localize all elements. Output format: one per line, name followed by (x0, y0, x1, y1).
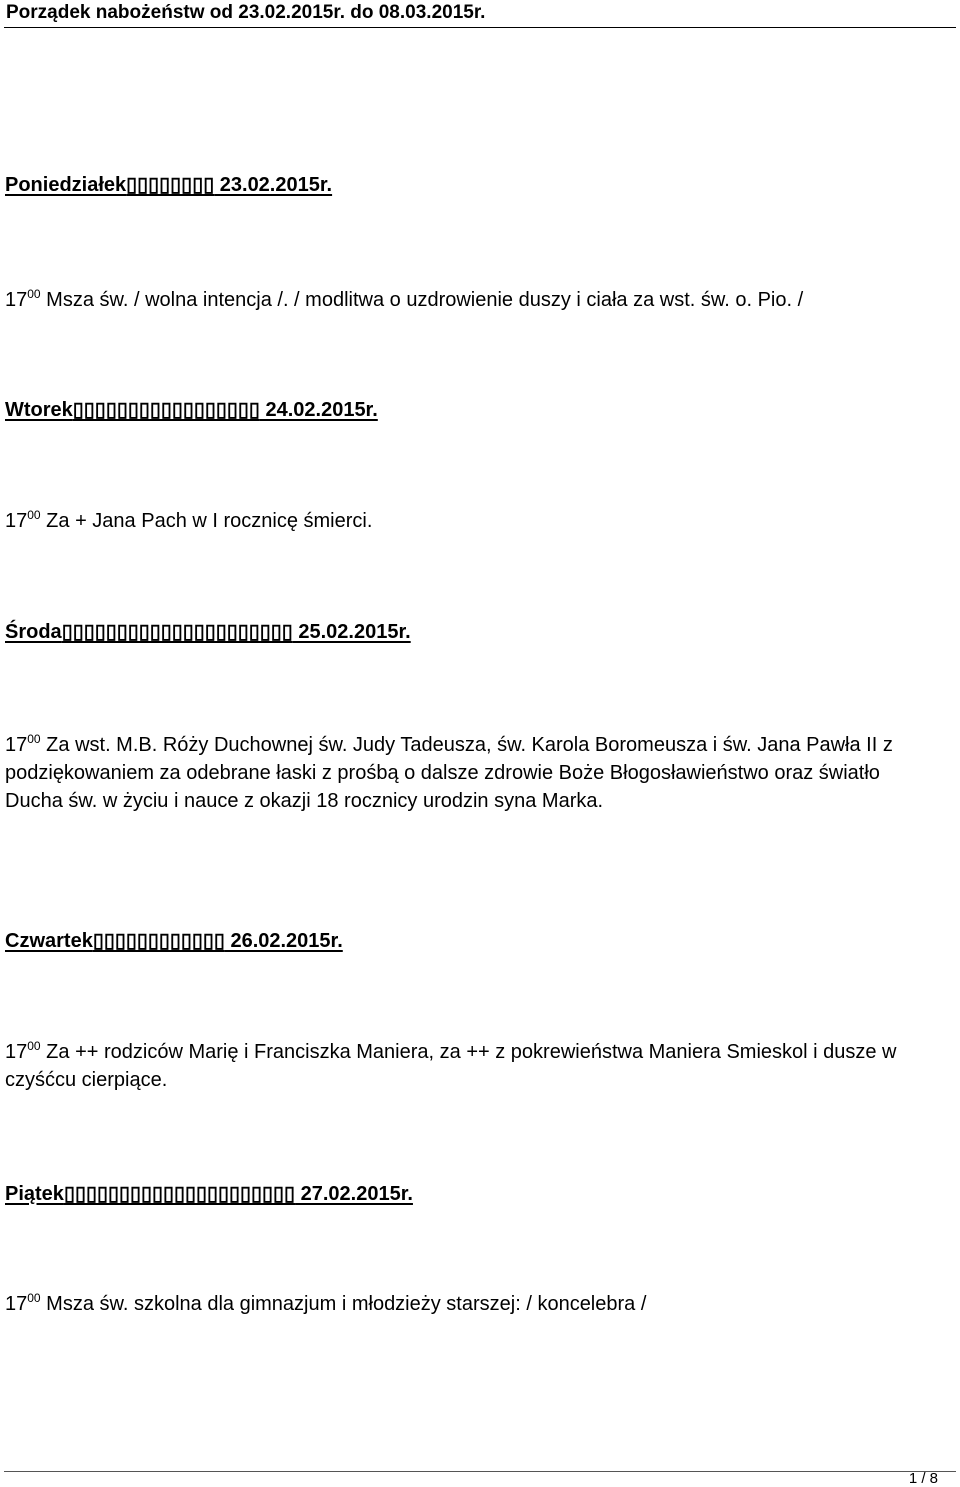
title-divider (4, 27, 956, 28)
day-heading-thursday (5, 928, 343, 953)
day-heading-monday (5, 172, 332, 197)
mass-intention: Msza św. / wolna intencja /. / modlitwa o uzdrowienie duszy i ciała za wst. św. o. Pio. / (46, 289, 804, 311)
mass-minutes: 00 (27, 508, 41, 522)
page-number: 1 / 8 (908, 1470, 938, 1487)
mass-hour: 17 (5, 510, 28, 532)
mass-hour: 17 (5, 734, 28, 756)
mass-entry-thursday (5, 1038, 935, 1094)
day-date: 25.02.2015r. (292, 621, 411, 643)
day-name: Wtorek (5, 399, 73, 421)
mass-minutes: 00 (27, 1039, 41, 1053)
day-name: Środa (5, 621, 62, 643)
day-date: 27.02.2015r. (295, 1183, 413, 1205)
day-date: 26.02.2015r. (224, 930, 343, 952)
filler-glyphs: ▯▯▯▯▯▯▯▯▯▯▯▯ (92, 930, 225, 952)
mass-entry-wednesday (5, 731, 935, 815)
mass-minutes: 00 (27, 1291, 41, 1305)
day-heading-tuesday (5, 397, 378, 422)
filler-glyphs: ▯▯▯▯▯▯▯▯▯▯▯▯▯▯▯▯▯▯▯▯▯ (61, 621, 293, 643)
filler-glyphs: ▯▯▯▯▯▯▯▯▯▯▯▯▯▯▯▯▯ (72, 399, 260, 421)
day-heading-friday (5, 1181, 413, 1206)
mass-minutes: 00 (27, 287, 41, 301)
mass-hour: 17 (5, 1293, 28, 1315)
mass-entry-tuesday (5, 507, 935, 535)
mass-intention: Za ++ rodziców Marię i Franciszka Maniera, za ++ z pokrewieństwa Maniera Smieskol i dusze w czyśćcu cierpiące. (5, 1041, 897, 1091)
mass-entry-monday (5, 286, 935, 314)
day-name: Piątek (5, 1183, 64, 1205)
day-name: Poniedziałek (5, 174, 127, 196)
footer-divider (4, 1471, 956, 1472)
filler-glyphs: ▯▯▯▯▯▯▯▯ (126, 174, 215, 196)
mass-entry-friday (5, 1290, 935, 1318)
day-date: 24.02.2015r. (259, 399, 378, 421)
mass-hour: 17 (5, 1041, 28, 1063)
filler-glyphs: ▯▯▯▯▯▯▯▯▯▯▯▯▯▯▯▯▯▯▯▯▯ (63, 1183, 296, 1205)
mass-intention: Za wst. M.B. Róży Duchownej św. Judy Tadeusza, św. Karola Boromeusza i św. Jana Pawła II z podziękowaniem za odebrane łaski z prośbą o dalsze zdrowie Boże Błogosławieństwo oraz światło Ducha św. w życiu i nauce z okazji 18 rocznicy urodzin syna Marka. (5, 734, 893, 812)
page-title: Porządek nabożeństw od 23.02.2015r. do 08.03.2015r. (6, 2, 486, 23)
mass-hour: 17 (5, 289, 28, 311)
mass-minutes: 00 (27, 732, 41, 746)
day-heading-wednesday (5, 619, 411, 644)
day-name: Czwartek (5, 930, 93, 952)
mass-intention: Za + Jana Pach w I rocznicę śmierci. (46, 510, 373, 532)
mass-intention: Msza św. szkolna dla gimnazjum i młodzieży starszej: / koncelebra / (46, 1293, 647, 1315)
day-date: 23.02.2015r. (214, 174, 333, 196)
